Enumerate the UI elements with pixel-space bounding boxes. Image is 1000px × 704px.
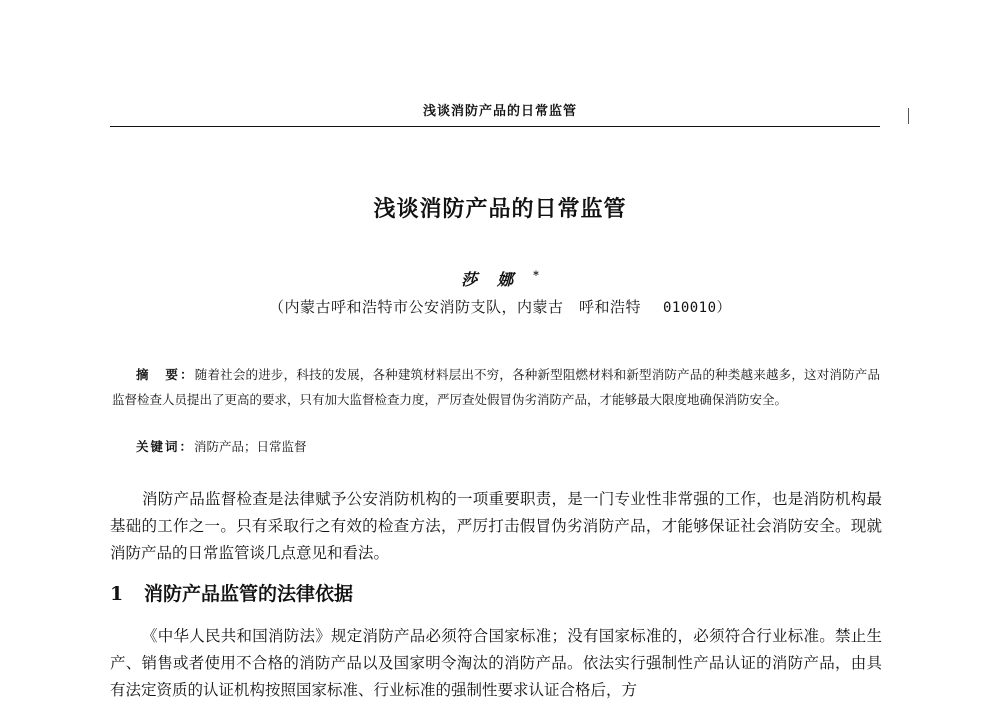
abstract-label: 摘 要： xyxy=(136,367,195,382)
author-name: 莎娜 xyxy=(461,270,534,289)
abstract-text: 随着社会的进步，科技的发展，各种建筑材料层出不穷，各种新型阻燃材料和新型消防产品的种类越来越多，这对消防产品监督检查人员提出了更高的要求，只有加大监督检查力度，严厉查处假冒伪劣消防产品，才能够最大限度地确保消防安全。 xyxy=(112,367,880,407)
section-heading xyxy=(110,579,353,606)
article-title: 浅谈消防产品的日常监管 xyxy=(373,197,627,222)
margin-mark xyxy=(908,108,909,124)
body-paragraph: 《中华人民共和国消防法》规定消防产品必须符合国家标准；没有国家标准的，必须符合行业标准。禁止生产、销售或者使用不合格的消防产品以及国家明令淘汰的消防产品。依法实行强制性产品认证的消防产品，由具有法定资质的认证机构按照国家标准、行业标准的强制性要求认证合格后，方 xyxy=(110,627,882,699)
header-rule xyxy=(110,126,880,127)
section-title: 消防产品监管的法律依据 xyxy=(144,583,354,605)
abstract xyxy=(112,362,880,412)
author-affiliation xyxy=(0,296,1000,317)
body-paragraph: 消防产品监督检查是法律赋予公安消防机构的一项重要职责，是一门专业性非常强的工作，也是消防机构最基础的工作之一。只有采取行之有效的检查方法，严厉打击假冒伪劣消防产品，才能够保证社会消防安全。现就消防产品的日常监管谈几点意见和看法。 xyxy=(110,490,882,562)
author-line xyxy=(0,267,1000,290)
keywords-text: 消防产品；日常监督 xyxy=(194,439,307,454)
keywords-label: 关键词： xyxy=(136,439,195,454)
affiliation-text: （内蒙古呼和浩特市公安消防支队，内蒙古 呼和浩特 xyxy=(268,298,641,316)
keywords xyxy=(136,437,307,457)
running-head: 浅谈消防产品的日常监管 xyxy=(422,104,577,119)
section-number: 1 xyxy=(110,583,124,605)
author-footnote-mark: * xyxy=(533,268,539,282)
affiliation-postcode: 010010） xyxy=(662,300,732,316)
